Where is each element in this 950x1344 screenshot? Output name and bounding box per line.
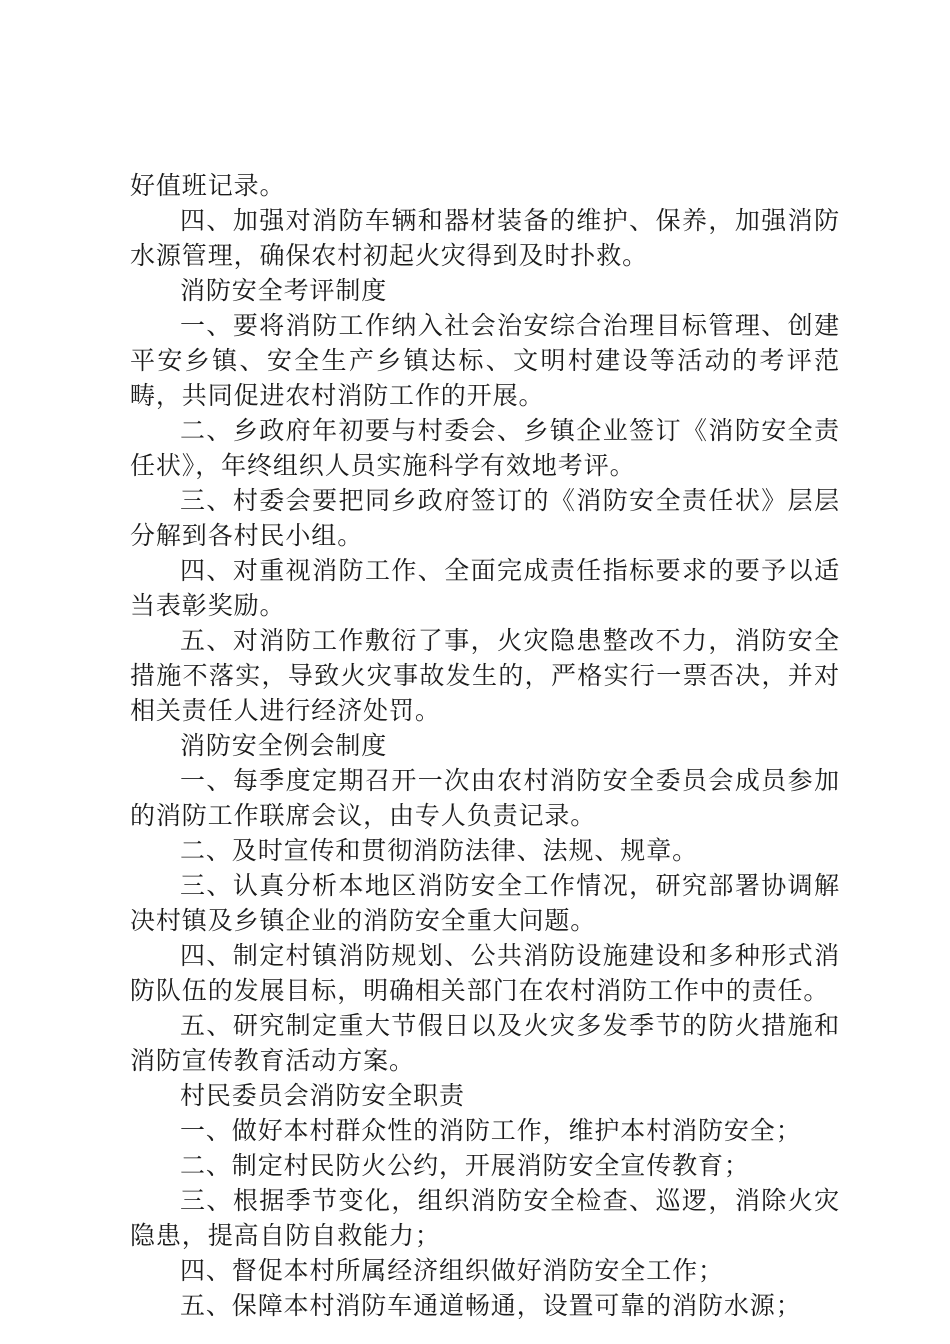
paragraph-continuation: 好值班记录。: [130, 171, 286, 200]
paragraph-duty-3: 三、根据季节变化，组织消防安全检查、巡逻，消除火灾隐患，提高自防自救能力；: [130, 1186, 840, 1250]
paragraph-meeting-1: 一、每季度定期召开一次由农村消防安全委员会成员参加的消防工作联席会议，由专人负责记录。: [130, 766, 840, 830]
paragraph-meeting-5: 五、研究制定重大节假日以及火灾多发季节的防火措施和消防宣传教育活动方案。: [130, 1011, 840, 1075]
paragraph-evaluation-1: 一、要将消防工作纳入社会治安综合治理目标管理、创建平安乡镇、安全生产乡镇达标、文明村建设等活动的考评范畴，共同促进农村消防工作的开展。: [130, 311, 840, 410]
paragraph-meeting-4: 四、制定村镇消防规划、公共消防设施建设和多种形式消防队伍的发展目标，明确相关部门在农村消防工作中的责任。: [130, 941, 840, 1005]
document-body: [130, 168, 840, 1323]
paragraph-duty-4: 四、督促本村所属经济组织做好消防安全工作；: [180, 1256, 724, 1285]
paragraph-duty-2: 二、制定村民防火公约，开展消防安全宣传教育；: [180, 1151, 750, 1180]
section-heading-village-duties: 村民委员会消防安全职责: [180, 1081, 465, 1110]
section-heading-meeting: 消防安全例会制度: [180, 731, 388, 760]
paragraph-maintenance: 四、加强对消防车辆和器材装备的维护、保养，加强消防水源管理，确保农村初起火灾得到及时扑救。: [130, 206, 840, 270]
paragraph-evaluation-5: 五、对消防工作敷衍了事，火灾隐患整改不力，消防安全措施不落实，导致火灾事故发生的，严格实行一票否决，并对相关责任人进行经济处罚。: [130, 626, 840, 725]
paragraph-duty-5: 五、保障本村消防车通道畅通，设置可靠的消防水源；: [180, 1291, 802, 1320]
paragraph-meeting-2: 二、及时宣传和贯彻消防法律、法规、规章。: [180, 836, 699, 865]
section-heading-evaluation: 消防安全考评制度: [180, 276, 388, 305]
paragraph-evaluation-3: 三、村委会要把同乡政府签订的《消防安全责任状》层层分解到各村民小组。: [130, 486, 840, 550]
paragraph-evaluation-2: 二、乡政府年初要与村委会、乡镇企业签订《消防安全责任状》，年终组织人员实施科学有效地考评。: [130, 416, 840, 480]
paragraph-evaluation-4: 四、对重视消防工作、全面完成责任指标要求的要予以适当表彰奖励。: [130, 556, 840, 620]
paragraph-meeting-3: 三、认真分析本地区消防安全工作情况，研究部署协调解决村镇及乡镇企业的消防安全重大问题。: [130, 871, 840, 935]
paragraph-duty-1: 一、做好本村群众性的消防工作，维护本村消防安全；: [180, 1116, 802, 1145]
